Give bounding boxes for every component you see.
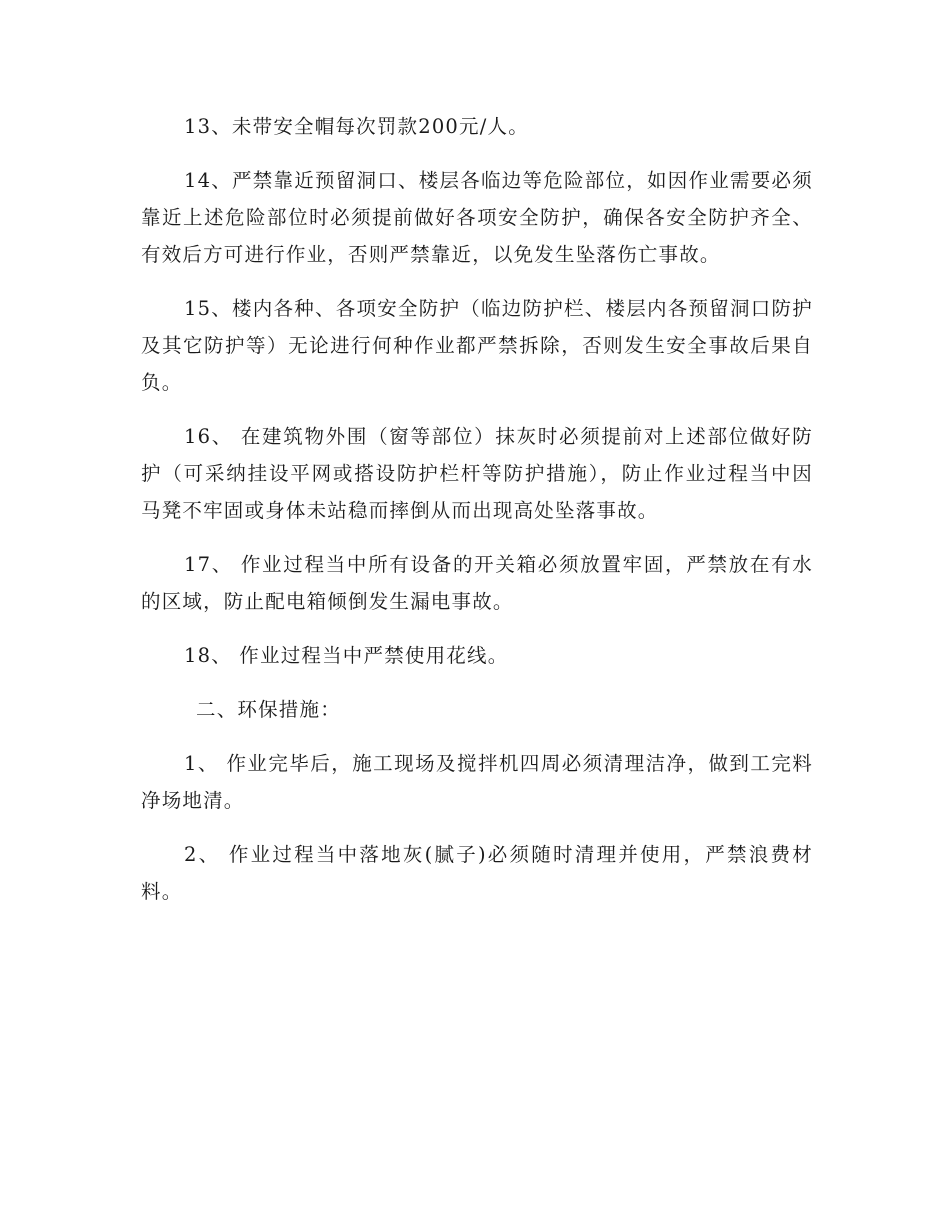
paragraph-14: 14、严禁靠近预留洞口、楼层各临边等危险部位，如因作业需要必须靠近上述危险部位时必须提前做好各项安全防护，确保各安全防护齐全、有效后方可进行作业，否则严禁靠近，以免发生坠落伤亡事故。: [141, 169, 813, 266]
paragraph-18: 18、 作业过程当中严禁使用花线。: [184, 644, 509, 667]
paragraph-16: 16、 在建筑物外围（窗等部位）抹灰时必须提前对上述部位做好防护（可采纳挂设平网或搭设防护栏杆等防护措施），防止作业过程当中因马凳不牢固或身体未站稳而摔倒从而出现高处坠落事故。: [141, 425, 813, 522]
env-paragraph-2: 2、 作业过程当中落地灰(腻子)必须随时清理并使用，严禁浪费材料。: [141, 843, 813, 903]
paragraph-13: 13、未带安全帽每次罚款200元/人。: [184, 115, 529, 138]
env-paragraph-1: 1、 作业完毕后，施工现场及搅拌机四周必须清理洁净，做到工完料净场地清。: [141, 752, 813, 812]
paragraph-17: 17、 作业过程当中所有设备的开关箱必须放置牢固，严禁放在有水的区域，防止配电箱倾倒发生漏电事故。: [141, 553, 813, 613]
paragraph-15: 15、楼内各种、各项安全防护（临边防护栏、楼层内各预留洞口防护及其它防护等）无论进行何种作业都严禁拆除，否则发生安全事故后果自负。: [141, 297, 813, 394]
section-heading-environmental: 二、环保措施：: [196, 698, 341, 721]
document-body: [141, 108, 813, 927]
